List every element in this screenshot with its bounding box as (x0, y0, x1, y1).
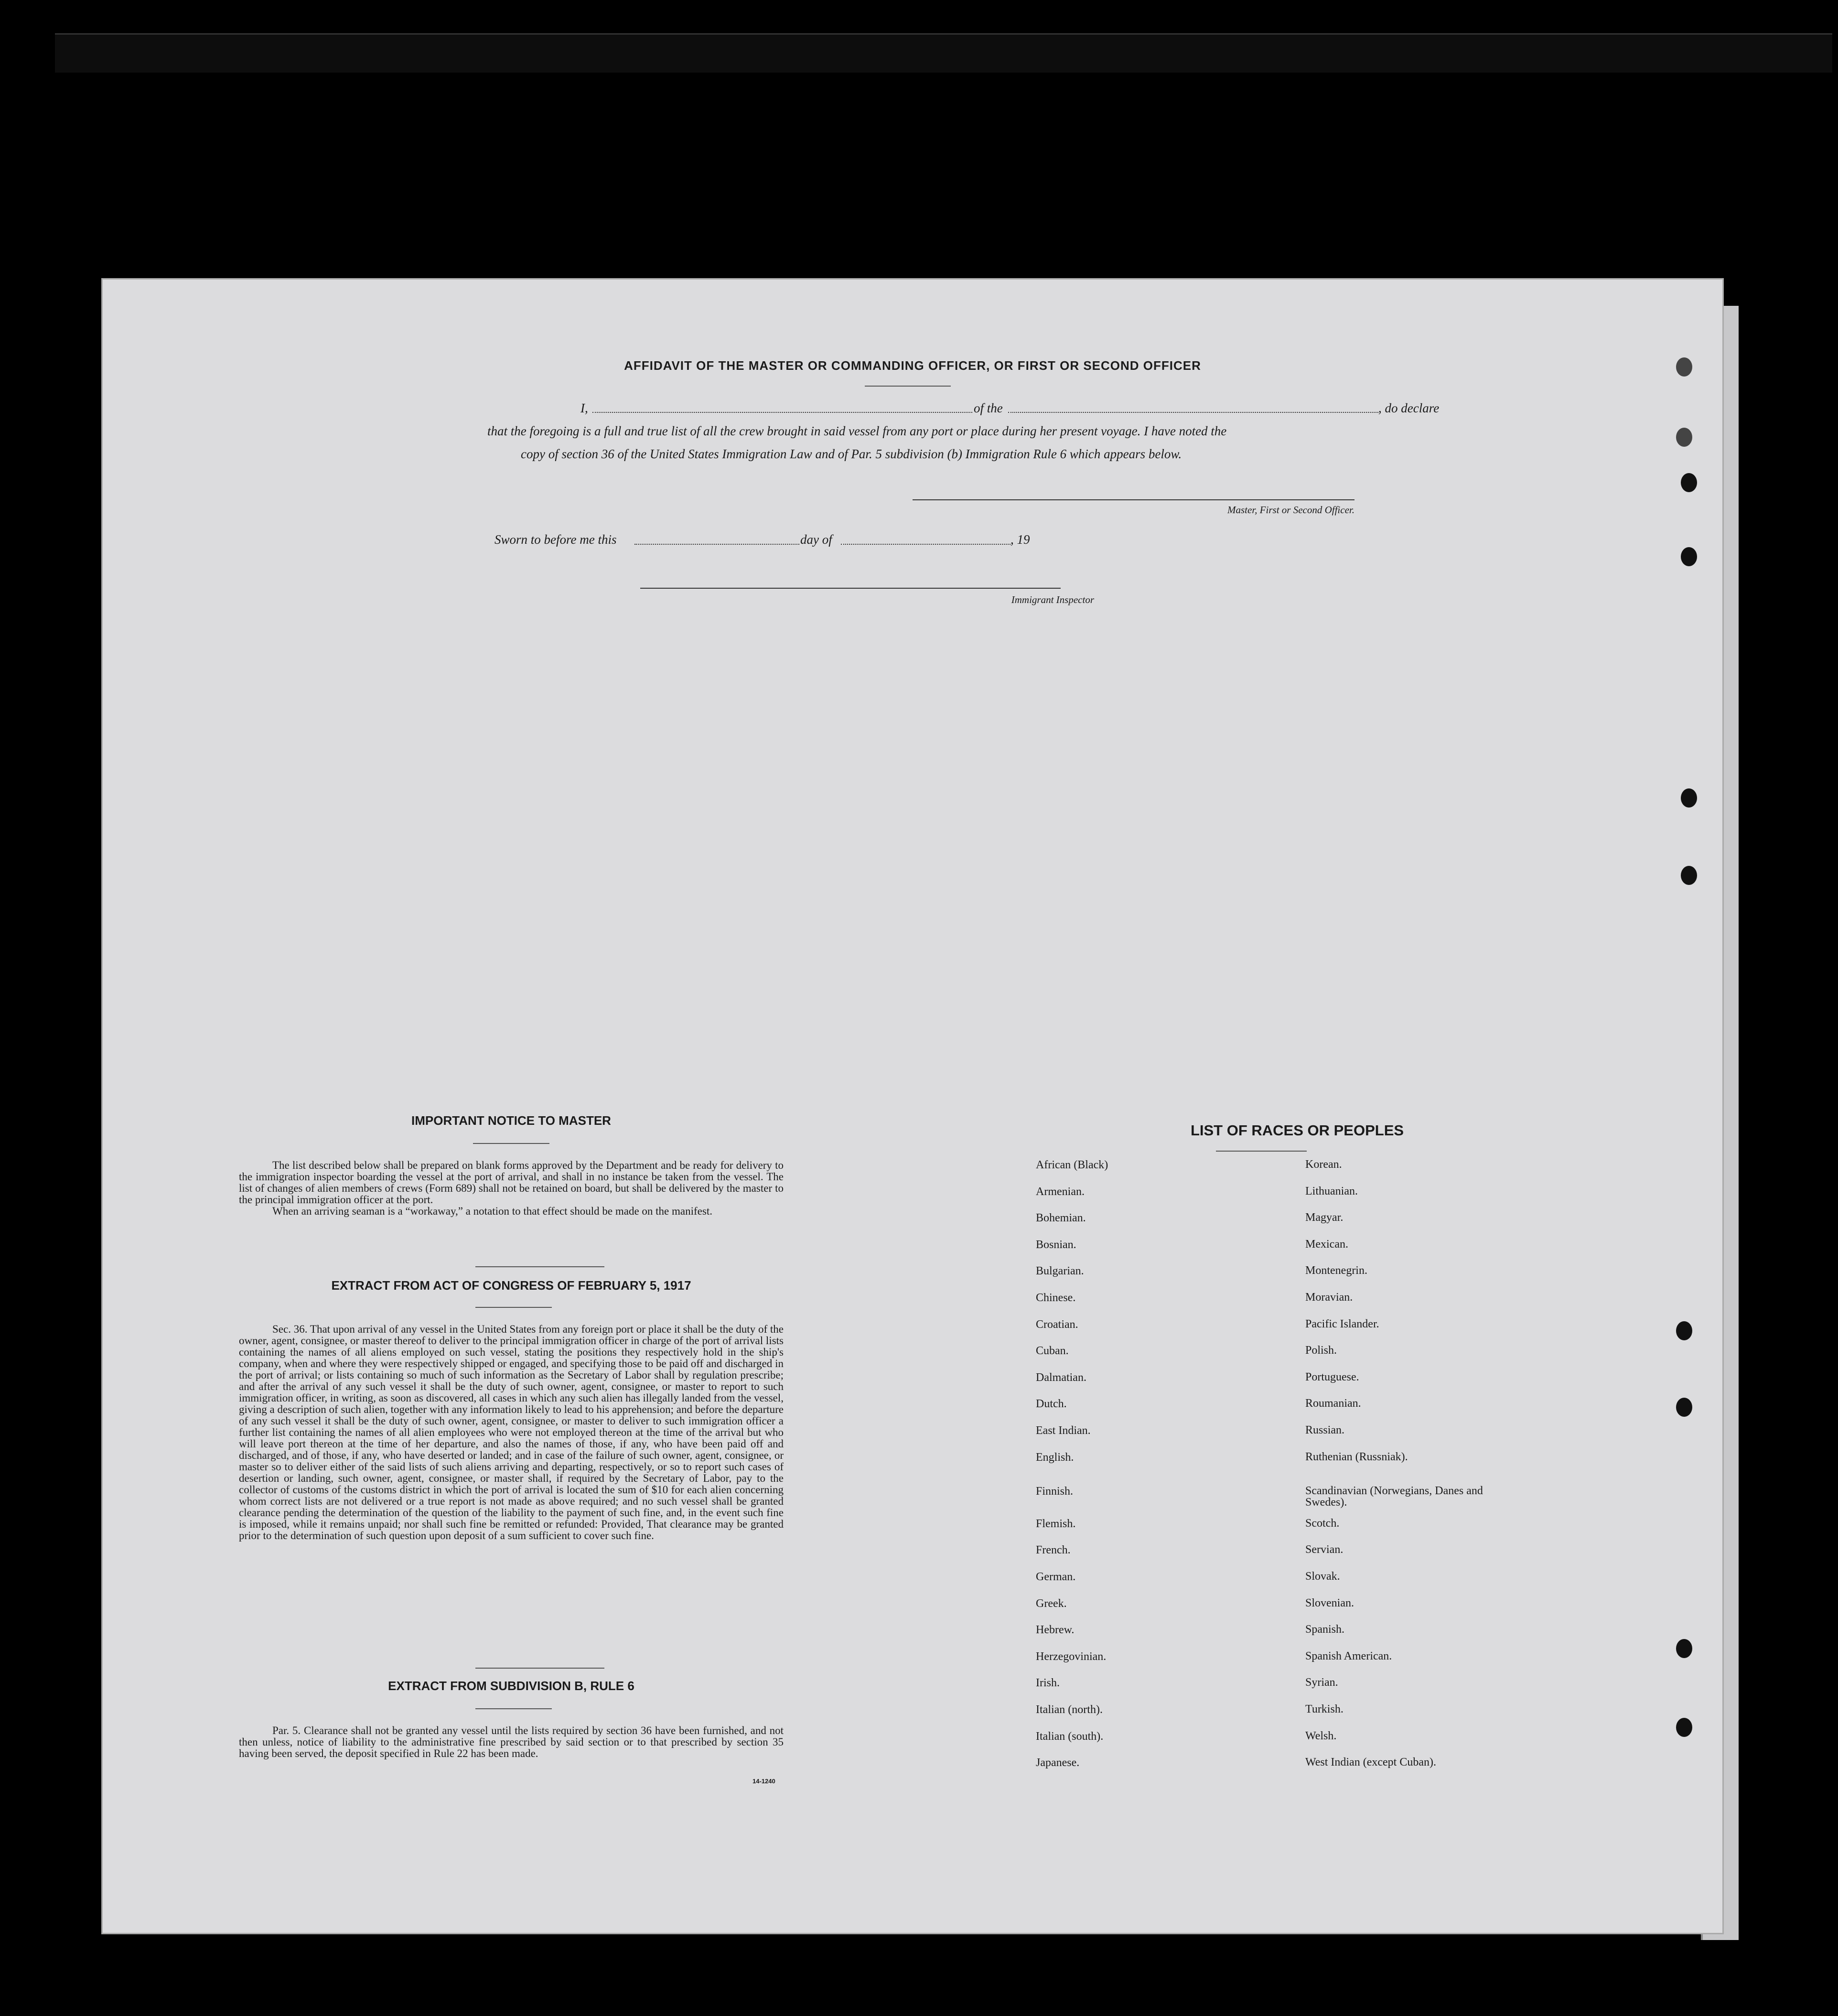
race-item: Polish. (1305, 1344, 1337, 1357)
race-item: Russian. (1305, 1424, 1345, 1436)
binder-hole (1681, 473, 1697, 492)
notice-paragraph-2: When an arriving seaman is a “workaway,” a notation to that effect should be made on the manifest. (272, 1205, 712, 1217)
race-item: Mexican. (1305, 1238, 1348, 1251)
race-item: African (Black) (1036, 1159, 1108, 1171)
race-item: Slovenian. (1305, 1596, 1354, 1609)
race-item: Irish. (1036, 1677, 1060, 1690)
binder-hole (1681, 788, 1697, 808)
race-item: Scandinavian (Norwegians, Danes and Swedes). (1305, 1485, 1483, 1509)
race-item: Montenegrin. (1305, 1264, 1367, 1277)
affidavit-i: I, (580, 401, 588, 415)
rule-top-divider (475, 1668, 604, 1669)
race-item: Portuguese. (1305, 1370, 1359, 1383)
race-item: Herzegovinian. (1036, 1650, 1107, 1663)
race-item: Bohemian. (1036, 1212, 1086, 1225)
race-item: Greek. (1036, 1597, 1067, 1610)
binder-hole (1676, 357, 1692, 377)
race-item: Armenian. (1036, 1185, 1085, 1198)
binder-hole (1676, 428, 1692, 447)
binder-hole (1676, 1718, 1692, 1737)
race-item: Lithuanian. (1305, 1185, 1358, 1197)
race-item: Welsh. (1305, 1729, 1337, 1742)
race-item: Dutch. (1036, 1398, 1067, 1411)
race-item: Magyar. (1305, 1211, 1344, 1224)
name-blank-line (592, 412, 972, 413)
race-item: Bulgarian. (1036, 1265, 1084, 1278)
sworn-day-of: day of (800, 532, 832, 547)
sworn-prefix: Sworn to before me this (494, 532, 617, 547)
act-extract-title: EXTRACT FROM ACT OF CONGRESS OF FEBRUARY 5, 1917 (331, 1278, 691, 1293)
race-item: Italian (south). (1036, 1730, 1104, 1743)
notice-paragraph-1: The list described below shall be prepared on blank forms approved by the Department and be ready for delivery to the immigration inspector boarding the vessel at the port of arrival, and shall in no instance be taken from the vessel. The list of changes of alien members of crews (Form 689) shall not be retained on board, but shall be delivered by the master to the principal immigration officer at the port. (239, 1159, 784, 1206)
document-page (103, 280, 1722, 1933)
act-extract-body (239, 1324, 784, 1542)
title-divider (865, 386, 951, 387)
vessel-blank-line (1008, 412, 1378, 413)
race-item: Korean. (1305, 1158, 1342, 1171)
races-divider (1216, 1151, 1307, 1152)
race-item: Pacific Islander. (1305, 1317, 1379, 1330)
race-item: Dalmatian. (1036, 1371, 1086, 1384)
notice-title: IMPORTANT NOTICE TO MASTER (411, 1113, 611, 1128)
binder-hole (1676, 1398, 1692, 1417)
affidavit-body (487, 397, 1462, 468)
sworn-day-blank (634, 544, 799, 545)
race-item: Finnish. (1036, 1485, 1074, 1498)
race-item: Servian. (1305, 1543, 1344, 1556)
affidavit-line-2: that the foregoing is a full and true list of all the crew brought in said vessel from any port or place during her present voyage. I have noted the (487, 424, 1227, 438)
race-item: Cuban. (1036, 1345, 1069, 1358)
race-item: Roumanian. (1305, 1397, 1361, 1410)
race-item: English. (1036, 1451, 1074, 1464)
master-signature-line (913, 499, 1354, 500)
race-item: West Indian (except Cuban). (1305, 1756, 1436, 1769)
sworn-year: , 19 (1010, 532, 1030, 547)
notice-body (239, 1160, 784, 1217)
scan-top-edge (55, 33, 1832, 73)
act-divider (475, 1307, 552, 1308)
act-top-divider (475, 1266, 604, 1267)
binder-hole (1681, 547, 1697, 566)
race-item: Moravian. (1305, 1291, 1353, 1304)
sworn-month-blank (841, 544, 1010, 545)
rule-extract-title: EXTRACT FROM SUBDIVISION B, RULE 6 (388, 1679, 634, 1693)
race-item: Italian (north). (1036, 1703, 1103, 1716)
inspector-signature-line (640, 588, 1061, 589)
races-title: LIST OF RACES OR PEOPLES (1190, 1122, 1404, 1139)
race-item: Scotch. (1305, 1517, 1340, 1530)
race-item: East Indian. (1036, 1424, 1091, 1437)
form-number: 14-1240 (752, 1778, 775, 1785)
race-item: Spanish. (1305, 1623, 1345, 1636)
race-item: Syrian. (1305, 1676, 1338, 1689)
act-section-36-text: Sec. 36. That upon arrival of any vessel in the United States from any foreign port or place it shall be the duty of the owner, agent, consignee, or master thereof to deliver to the principal immigration officer in charge of the port of arrival lists containing the names of all aliens employed on such vessel, stating the positions they respectively hold in the ship's company, when and where they were respectively shipped or engaged, and specifying those to be paid off and discharged in the port of arrival; or lists containing so much of such information as the Secretary of Labor shall by regulation prescribe; and after the arrival of any such vessel it shall be the duty of such owner, agent, consignee, or master to report to such immigration officer, in writing, as soon as discovered, all cases in which any such alien has illegally landed from the vessel, giving a description of such alien, together with any information likely to lead to his apprehension; and before the departure of any such vessel it shall be the duty of such owner, agent, consignee, or master to deliver to such immigration officer a further list containing the names of all alien employees who were not employed thereon at the time of the arrival but who will leave port thereon at the time of her departure, and also the names of those, if any, who have been paid off and discharged, and of those, if any, who have deserted or landed; and in case of the failure of such owner, agent, consignee, or master so to deliver either of the said lists of such aliens arriving and departing, respectively, or so to report such cases of desertion or landing, such owner, agent, consignee, or master shall, if required by the Secretary of Labor, pay to the collector of customs of the customs district in which the port of arrival is located the sum of $10 for each alien concerning whom correct lists are not delivered or a true report is not made as above required; and no such vessel shall be granted clearance pending the determination of the question of the liability to the payment of such fine, and, in the event such fine is imposed, while it remains unpaid; nor shall such fine be remitted or refunded: Provided, That clearance may be granted prior to the determination of such question upon deposit of a sum sufficient to cover such fine. (239, 1323, 784, 1542)
race-item: Turkish. (1305, 1703, 1344, 1715)
rule-par-5-text: Par. 5. Clearance shall not be granted any vessel until the lists required by section 36 have been furnished, and not then unless, notice of liability to the administrative fine prescribed by said section or to that prescribed by section 35 having been served, the deposit specified in Rule 22 has been made. (239, 1725, 784, 1759)
race-item: Bosnian. (1036, 1238, 1076, 1251)
notice-divider (473, 1143, 549, 1144)
race-item: Ruthenian (Russniak). (1305, 1450, 1408, 1463)
affidavit-declare: , do declare (1378, 401, 1440, 415)
sworn-line (494, 528, 1163, 552)
race-item: German. (1036, 1571, 1076, 1583)
race-item: French. (1036, 1544, 1071, 1557)
rule-divider (475, 1708, 552, 1709)
affidavit-line-3: copy of section 36 of the United States Immigration Law and of Par. 5 subdivision (b) Immigration Rule 6 which appears below. (521, 447, 1182, 461)
race-item: Hebrew. (1036, 1624, 1075, 1637)
binder-hole (1676, 1321, 1692, 1340)
race-item: Chinese. (1036, 1292, 1076, 1304)
inspector-label: Immigrant Inspector (1011, 594, 1094, 605)
master-signature-label: Master, First or Second Officer. (1227, 504, 1354, 516)
race-item: Slovak. (1305, 1570, 1340, 1583)
binder-hole (1676, 1639, 1692, 1658)
binder-hole (1681, 866, 1697, 885)
race-item: Spanish American. (1305, 1649, 1392, 1662)
race-item: Japanese. (1036, 1757, 1080, 1769)
race-item: Croatian. (1036, 1318, 1078, 1331)
race-item: Flemish. (1036, 1517, 1076, 1530)
rule-extract-body (239, 1725, 784, 1759)
affidavit-title: AFFIDAVIT OF THE MASTER OR COMMANDING OFFICER, OR FIRST OR SECOND OFFICER (624, 358, 1201, 373)
affidavit-of-the: of the (974, 401, 1003, 415)
